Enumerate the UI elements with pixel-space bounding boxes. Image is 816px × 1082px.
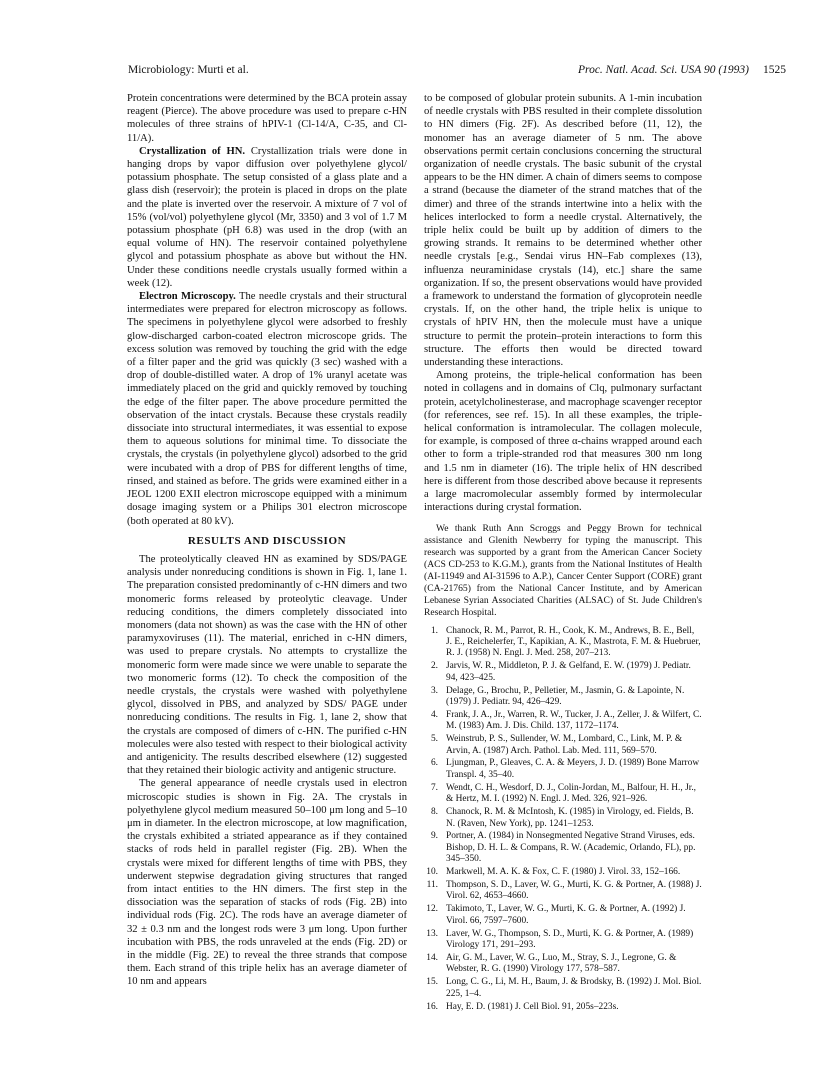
reference-number: 7. (430, 782, 438, 793)
reference-text: Thompson, S. D., Laver, W. G., Murti, K. G. & Portner, A. (1988) J. Virol. 62, 4653–4660. (446, 880, 702, 902)
reference-text: Long, C. G., Li, M. H., Baum, J. & Brodsky, B. (1992) J. Mol. Biol. 225, 1–4. (446, 977, 702, 999)
header-section-author: Microbiology: Murti et al. (128, 64, 249, 76)
paragraph-results-2: The general appearance of needle crystals used in electron microscopic studies is shown in Fig. 2A. The crystals in polyethylene glycol medium measured 50–100 μm long and 5–10 μm in diameter. In the electron microscope, at low magnification, the crystals exhibited a striated appearance as if they contained stacks of rods held in parallel register (Fig. 2B). When the crystals were mixed for different lengths of time with PBS, they underwent stepwise degradation giving structures that ranged from intact entities to the HN dimers. The first step in the dissociation was the separation of stacks of rods (Fig. 2B) into individual rods (Fig. 2C). The rods have an average diameter of 32 ± 0.3 nm and the longest rods were 3 μm long. Upon further incubation with PBS, the rods unraveled at the ends (Fig. 2D) or in the middle (Fig. 2E) to reveal the three strands that compose them. Each strand of this triple helix has an average diameter of 10 nm and appears (127, 778, 407, 988)
reference-item (424, 783, 702, 806)
reference-text: Ljungman, P., Gleaves, C. A. & Meyers, J. D. (1989) Bone Marrow Transpl. 4, 35–40. (446, 758, 700, 780)
reference-text: Frank, J. A., Jr., Warren, R. W., Tucker, J. A., Zeller, J. & Wilfert, C. M. (1983) Am. J. Dis. Child. 137, 1172–1174. (446, 709, 702, 732)
reference-number: 9. (430, 831, 438, 842)
running-header (128, 64, 786, 80)
reference-item (424, 1002, 702, 1013)
left-column (127, 92, 407, 989)
reference-number: 2. (430, 661, 438, 672)
reference-number: 6. (430, 758, 438, 769)
reference-number: 16. (426, 1001, 438, 1012)
reference-number: 15. (426, 977, 438, 988)
reference-text: Chanock, R. M. & McIntosh, K. (1985) in Virology, ed. Fields, B. N. (Raven, New York), pp. 1241–1253. (446, 807, 694, 829)
reference-text: Chanock, R. M., Parrot, R. H., Cook, K. M., Andrews, B. E., Bell, J. E., Reichelerfer, T., Kapikian, A. K., Mastrota, F. M. & Huebruer, R. J. (1958) N. Engl. J. Med. 258, 207–213. (446, 625, 701, 659)
reference-item (424, 904, 702, 927)
reference-number: 1. (430, 625, 438, 636)
reference-item (424, 758, 702, 781)
reference-text: Jarvis, W. R., Middleton, P. J. & Gelfand, E. W. (1979) J. Pediatr. 94, 423–425. (446, 661, 691, 683)
reference-number: 3. (430, 685, 438, 696)
header-journal-info (578, 64, 786, 76)
reference-item (424, 734, 702, 757)
reference-item (424, 953, 702, 976)
reference-number: 14. (426, 952, 438, 963)
paragraph-electron-microscopy (127, 290, 407, 528)
right-column (424, 92, 702, 1015)
page-number: 1525 (763, 64, 786, 76)
reference-item (424, 661, 702, 684)
reference-number: 4. (430, 709, 438, 720)
reference-text: Wendt, C. H., Wesdorf, D. J., Colin-Jordan, M., Balfour, H. H., Jr., & Hertz, M. I. (1992) N. Engl. J. Med. 326, 921–926. (446, 782, 697, 805)
reference-text: Weinstrub, P. S., Sullender, W. M., Lombard, C., Link, M. P. & Arvin, A. (1987) Arch. Pathol. Lab. Med. 111, 569–570. (446, 734, 683, 756)
reference-item (424, 626, 702, 660)
reference-item (424, 929, 702, 952)
reference-text: Air, G. M., Laver, W. G., Luo, M., Stray, S. J., Legrone, G. & Webster, R. G. (1990) Virology 177, 578–587. (446, 952, 677, 975)
paragraph-protein-concentration: Protein concentrations were determined by the BCA protein assay reagent (Pierce). The above procedure was used to prepare c-HN molecules of three strains of hPIV-1 (Cl-14/A, C-35, and Cl-11/A). (127, 93, 407, 144)
reference-item (424, 686, 702, 709)
paragraph-results-1: The proteolytically cleaved HN as examined by SDS/PAGE analysis under nonreducing conditions is shown in Fig. 1, lane 1. The preparation consisted predominantly of c-HN dimers and two monomeric forms released by proteolytic cleavage. Under reducing conditions, the dimers completely dissociated into monomers (data not shown) as was the case with the HN of other paramyxoviruses (11). The material, enriched in c-HN dimers, was used to prepare crystals. No attempts to crystallize the monomeric form were made since we were unable to separate the two monomeric forms (12). To check the composition of the needle crystals, the crystals were washed with polyethylene glycol, dissolved in PBS, and analyzed by SDS/ PAGE under nonreducing conditions. The results in Fig. 1, lane 2, show that the crystals are composed of dimers of c-HN. The purified c-HN molecules were also tested with respect to their biological activity and antigenicity. The results described elsewhere (12) suggested that they retained their biologic activity and antigenic structure. (127, 553, 407, 777)
paragraph-crystallization (127, 145, 407, 290)
reference-item (424, 977, 702, 1000)
reference-number: 5. (430, 734, 438, 745)
journal-citation: Proc. Natl. Acad. Sci. USA 90 (1993) (578, 64, 749, 76)
reference-number: 12. (426, 904, 438, 915)
reference-item (424, 807, 702, 830)
reference-item (424, 880, 702, 903)
crystallization-text: Crystallization trials were done in hanging drops by vapor diffusion over polyethylene glycol/ potassium phosphate. The setup consisted of a glass plate and a glass dish (reservoir); the protein is placed in drops on the plate and the plate is inverted over the reservoir. A mixture of 7 vol of 15% (vol/vol) polyethylene glycol (Mr, 3350) and 3 vol of 1.7 M potassium phosphate (pH 6.8) was used in the drop (with an equal volume of HN). The reservoir contained polyethylene glycol and potassium phosphate as above but without the HN. Under these conditions needle crystals usually formed within a week (12). (127, 145, 407, 289)
reference-text: Hay, E. D. (1981) J. Cell Biol. 91, 205s–223s. (446, 1001, 619, 1012)
reference-number: 8. (430, 807, 438, 818)
reference-item (424, 831, 702, 865)
acknowledgments: We thank Ruth Ann Scroggs and Peggy Brown for technical assistance and Glenith Newberry for typing the manuscript. This research was supported by a grant from the American Cancer Society (ACS CD-253 to K.G.M.), grants from the National Institutes of Health (AI-11949 and AI-31596 to A.P.), Cancer Center Support (CORE) grant (CA-21765) from the National Cancer Institute, and by American Lebanese Syrian Associated Charities (ALSAC) of St. Jude Children's Research Hospital. (424, 522, 702, 618)
reference-item (424, 710, 702, 733)
section-heading-results: RESULTS AND DISCUSSION (187, 534, 347, 547)
paragraph-discussion-1: to be composed of globular protein subunits. A 1-min incubation of needle crystals with PBS resulted in their complete dissolution to HN dimers (Fig. 2F). As described before (11, 12), the monomer has an average diameter of 5 nm. The above observations permit certain conclusions concerning the structural organization of needle crystals. The basic subunit of the crystal appears to be the HN dimer. A chain of dimers seems to compose a strand (because the diameter of the strand matches that of the dimer) and three of the strands intertwine into a helix with the helices interlocked to form a needle crystal. Alternatively, the triple helix could be built up by addition of dimers to the growing strands. It remains to be determined whether other needle crystals [e.g., Sendai virus HN–Fab complexes (13), influenza neuraminidase crystals (14), etc.] share the same organization. If so, the present observations would have provided a framework to understand the formation of glycoprotein needle crystals. If, on the other hand, the triple helix is unique to crystals of hPIV HN, then the molecule must have a unique structure to permit the protein–protein interactions to form this structure. The efforts then would be directed toward understanding these interactions. (424, 93, 702, 369)
electron-microscopy-text: The needle crystals and their structural intermediates were prepared for electron microscopy as follows. The specimens in polyethylene glycol were adsorbed to freshly glow-discharged carbon-coated electron microscope grids. The excess solution was removed by touching the grid with the edge of a filter paper and the grid was quickly (3 sec) washed with a drop of double-distilled water. A drop of 1% uranyl acetate was immediately placed on the grid and quickly removed by touching the edge of the filter paper. The above procedure permitted the observation of the intact crystals. Because these crystals readily dissociate into structural intermediates, it was essential to expose them to aqueous solutions for minimal time. To dissociate the crystals, the crystals (in polyethylene glycol) adsorbed to the grid were incubated with a drop of PBS for different lengths of time, rinsed, and stained as before. The grids were examined either in a JEOL 1200 EXII electron microscope equipped with a minimum dosage imaging system or a Philips 301 electron microscope (both operated at 80 kV). (127, 291, 407, 527)
reference-text: Portner, A. (1984) in Nonsegmented Negative Strand Viruses, eds. Bishop, D. H. L. & Compans, R. W. (Academic, Orlando, FL), pp. 345–350. (446, 831, 696, 865)
paragraph-discussion-2: Among proteins, the triple-helical conformation has been noted in collagens and in domains of Clq, pulmonary surfactant protein, acetylcholinesterase, and macrophage scavenger receptor (for references, see ref. 15). In all these examples, the triple-helical conformation is intramolecular. The collagen molecule, for example, is composed of three α-chains wrapped around each other to form a triple-stranded rod that measures 300 nm long and 1.5 nm in diameter (16). The triple helix of HN described here is different from those described above because it represents a large macromolecular assembly formed by intermolecular interactions during crystal formation. (424, 370, 702, 514)
reference-list (424, 626, 702, 1014)
subheading-electron-microscopy: Electron Microscopy. (139, 291, 236, 303)
reference-text: Markwell, M. A. K. & Fox, C. F. (1980) J. Virol. 33, 152–166. (446, 867, 681, 878)
reference-text: Takimoto, T., Laver, W. G., Murti, K. G. & Portner, A. (1992) J. Virol. 66, 7597–7600. (446, 904, 686, 926)
reference-number: 13. (426, 928, 438, 939)
reference-text: Laver, W. G., Thompson, S. D., Murti, K. G. & Portner, A. (1989) Virology 171, 291–293. (446, 928, 694, 951)
reference-number: 10. (426, 867, 438, 878)
reference-item (424, 867, 702, 878)
subheading-crystallization: Crystallization of HN. (139, 145, 246, 157)
reference-text: Delage, G., Brochu, P., Pelletier, M., Jasmin, G. & Lapointe, N. (1979) J. Pediatr. 94, 426–429. (446, 685, 685, 707)
reference-number: 11. (426, 880, 438, 891)
